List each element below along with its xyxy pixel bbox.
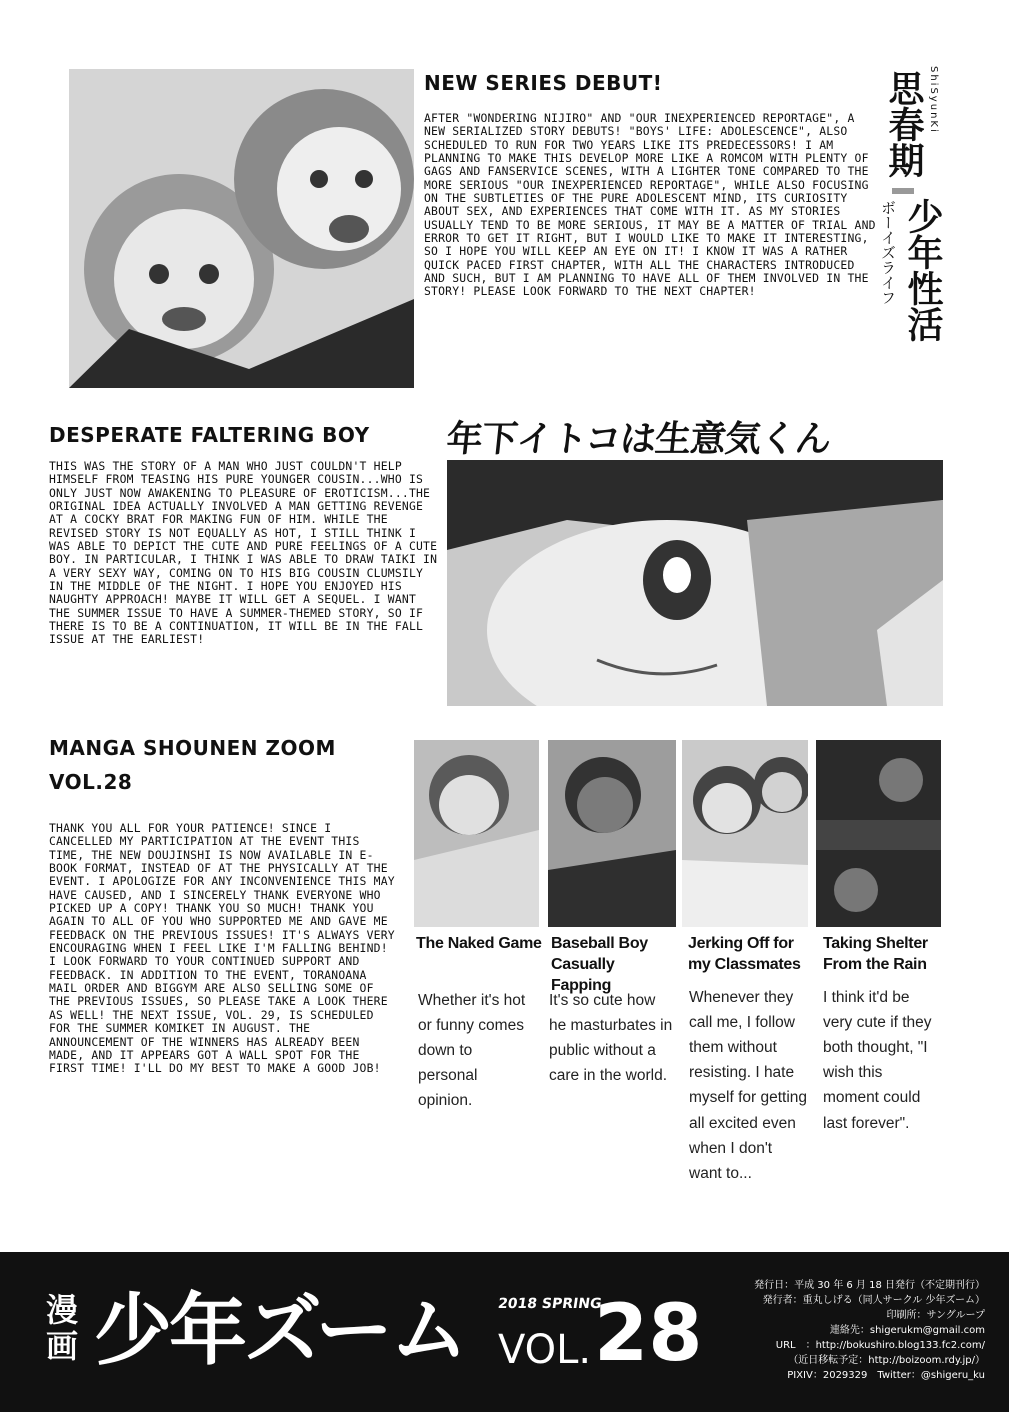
footer-season: 2018 SPRING [496, 1296, 603, 1312]
logo-romaji: ShiSyunKi [928, 66, 939, 134]
panel-1-title: The Naked Game [416, 935, 542, 952]
panel-1-desc: Whether it's hot or funny comes down to personal opinion. [418, 992, 526, 1110]
panel-4-desc: I think it'd be very cute if they both thought, "I wish this moment could last forever". [823, 989, 932, 1132]
footer-vol-label: VOL. [498, 1327, 592, 1373]
footer-bar [0, 1252, 1009, 1412]
panel-3-title: Jerking Off for my Classmates [688, 935, 801, 973]
info-line: （近日移転予定：http://boizoom.rdy.jp/） [788, 1355, 985, 1366]
new-series-body: AFTER "WONDERING NIJIRO" AND "OUR INEXPERIENCED REPORTAGE", A NEW SERIALIZED STORY DEBUTS! "BOYS' LIFE: ADOLESCENCE", ALSO SCHEDULED TO RUN FOR TWO YEARS LIKE ITS PREDECESSORS! I AM PLANNING TO MAKE THIS DEVELOP MORE LIKE A ROMCOM WITH PLENTY OF GAGS AND FANSERVICE SCENES, WITH A LIGHTER TONE COMPARED TO THE MORE SERIOUS "OUR INEXPERIENCED REPORTAGE", WHILE ALSO FOCUSING ON THE SUBTLETIES OF THE PURE ADOLESCENT MIND, ITS CURIOSITY ABOUT SEX, AND EXPERIENCES THAT COME WITH IT. AS MY STORIES USUALLY TEND TO BE MORE SERIOUS, IT MAY BE A MATTER OF TRIAL AND ERROR TO GET IT RIGHT, BUT I WOULD LIKE TO MAKE IT INTERESTING, SO I HOPE YOU WILL KEEP AN EYE ON IT! I KNOW IT WAS A RATHER QUICK PACED FIRST CHAPTER, WITH ALL THE CHARACTERS INTRODUCED AND SUCH, BUT I AM PLANNING TO HAVE ALL OF THEM INVOLVED IN THE STORY! PLEASE LOOK FORWARD TO THE NEXT CHAPTER! [424, 111, 876, 299]
logo-kanji-2: 少年性活 [902, 198, 944, 342]
zoom-heading-line1: MANGA SHOUNEN ZOOM [49, 736, 336, 760]
faltering-title-jp: 年下イトコは生意気くん [444, 419, 833, 460]
panel-3-desc: Whenever they call me, I follow them without resisting. I hate myself for getting all excited even when I don't want to... [689, 989, 808, 1182]
new-series-artwork [69, 69, 414, 388]
new-series-heading: NEW SERIES DEBUT! [424, 71, 663, 95]
footer-logo-small: 漫画 [46, 1291, 79, 1365]
zoom-body: THANK YOU ALL FOR YOUR PATIENCE! SINCE I CANCELLED MY PARTICIPATION AT THE EVENT THIS TIME, THE NEW DOUJINSHI IS NOW AVAILABLE IN E-BOOK FORMAT, INSTEAD OF AT THE PHYSICALLY AT THE EVENT. I APOLOGIZE FOR ANY INCONVENIENCE THIS MAY HAVE CAUSED, AND I SINCERELY THANK EVERYONE WHO PICKED UP A COPY! THANK YOU SO MUCH! THANK YOU AGAIN TO ALL OF YOU WHO SUPPORTED ME AND GAVE ME FEEDBACK ON THE PREVIOUS ISSUES! IT'S ALWAYS VERY ENCOURAGING WHEN I FEEL LIKE I'M FALLING BEHIND! I LOOK FORWARD TO YOUR CONTINUED SUPPORT AND FEEDBACK. IN ADDITION TO THE EVENT, TORANOANA MAIL ORDER AND BIGGYM ARE ALSO SELLING SOME OF THE PREVIOUS ISSUES, SO PLEASE TAKE A LOOK THERE AS WELL! THE NEXT ISSUE, VOL. 29, IS SCHEDULED FOR THE SUMMER KOMIKET IN AUGUST. THE ANNOUNCEMENT OF THE WINNERS HAS ALREADY BEEN MADE, AND IT APPEARS GOT A WALL SPOT FOR THE FIRST TIME! I'LL DO MY BEST TO MAKE A GOOD JOB! [49, 821, 395, 1076]
footer-vol-number: 28 [594, 1289, 703, 1379]
zoom-heading-line2: VOL.28 [49, 770, 133, 794]
panel-2-desc: It's so cute how he masturbates in public without a care in the world. [549, 992, 673, 1085]
panel-2-artwork [548, 740, 676, 927]
footer-logo-big: 少年ズーム [94, 1286, 466, 1376]
faltering-artwork [447, 460, 943, 706]
info-line: 印刷所：サングループ [886, 1310, 985, 1321]
info-line: 連絡先：shigerukm@gmail.com [829, 1325, 985, 1336]
panel-1-artwork [414, 740, 539, 927]
logo-kanji-1: 思春期 [883, 70, 925, 178]
new-series-logo [878, 66, 944, 391]
info-line: 発行日：平成 30 年 6 月 18 日発行（不定期刊行） [754, 1280, 985, 1291]
panel-4-title: Taking Shelter From the Rain [823, 935, 928, 973]
panel-3-artwork [682, 740, 808, 927]
faltering-body: THIS WAS THE STORY OF A MAN WHO JUST COULDN'T HELP HIMSELF FROM TEASING HIS PURE YOUNGER COUSIN...WHO IS ONLY JUST NOW AWAKENING TO PLEASURE OF EROTICISM...THE ORIGINAL IDEA ACTUALLY INVOLVED A MAN GETTING REVENGE AT A COCKY BRAT FOR MAKING FUN OF HIM. WHILE THE REVISED STORY IS NOT EQUALLY AS HOT, I STILL THINK I WAS ABLE TO DEPICT THE CUTE AND PURE FEELINGS OF A CUTE BOY. IN PARTICULAR, I THINK I WAS ABLE TO DRAW TAIKI IN A VERY SEXY WAY, COMING ON TO HIS BIG COUSIN CLUMSILY IN THE MIDDLE OF THE NIGHT. I HOPE YOU ENJOYED HIS NAUGHTY APPROACH! MAYBE IT WILL GET A SEQUEL. I WANT THE SUMMER ISSUE TO HAVE A SUMMER-THEMED STORY, SO IF THERE IS TO BE A CONTINUATION, IT WILL BE IN THE FALL ISSUE AT THE EARLIEST! [49, 459, 438, 647]
logo-kana: ボーイズライフ [879, 200, 897, 305]
panel-2-title: Baseball Boy Casually Fapping [551, 935, 648, 994]
logo-divider [892, 188, 914, 194]
footer-info [745, 1278, 985, 1383]
faltering-heading: DESPERATE FALTERING BOY [49, 423, 370, 447]
panel-4-artwork [816, 740, 941, 927]
info-line: 発行者：重丸しげる（同人サークル 少年ズーム） [762, 1295, 985, 1306]
info-line: URL ：http://bokushiro.blog133.fc2.com/ [775, 1340, 985, 1351]
info-line: PIXIV：2029329 Twitter：@shigeru_ku [787, 1370, 985, 1381]
